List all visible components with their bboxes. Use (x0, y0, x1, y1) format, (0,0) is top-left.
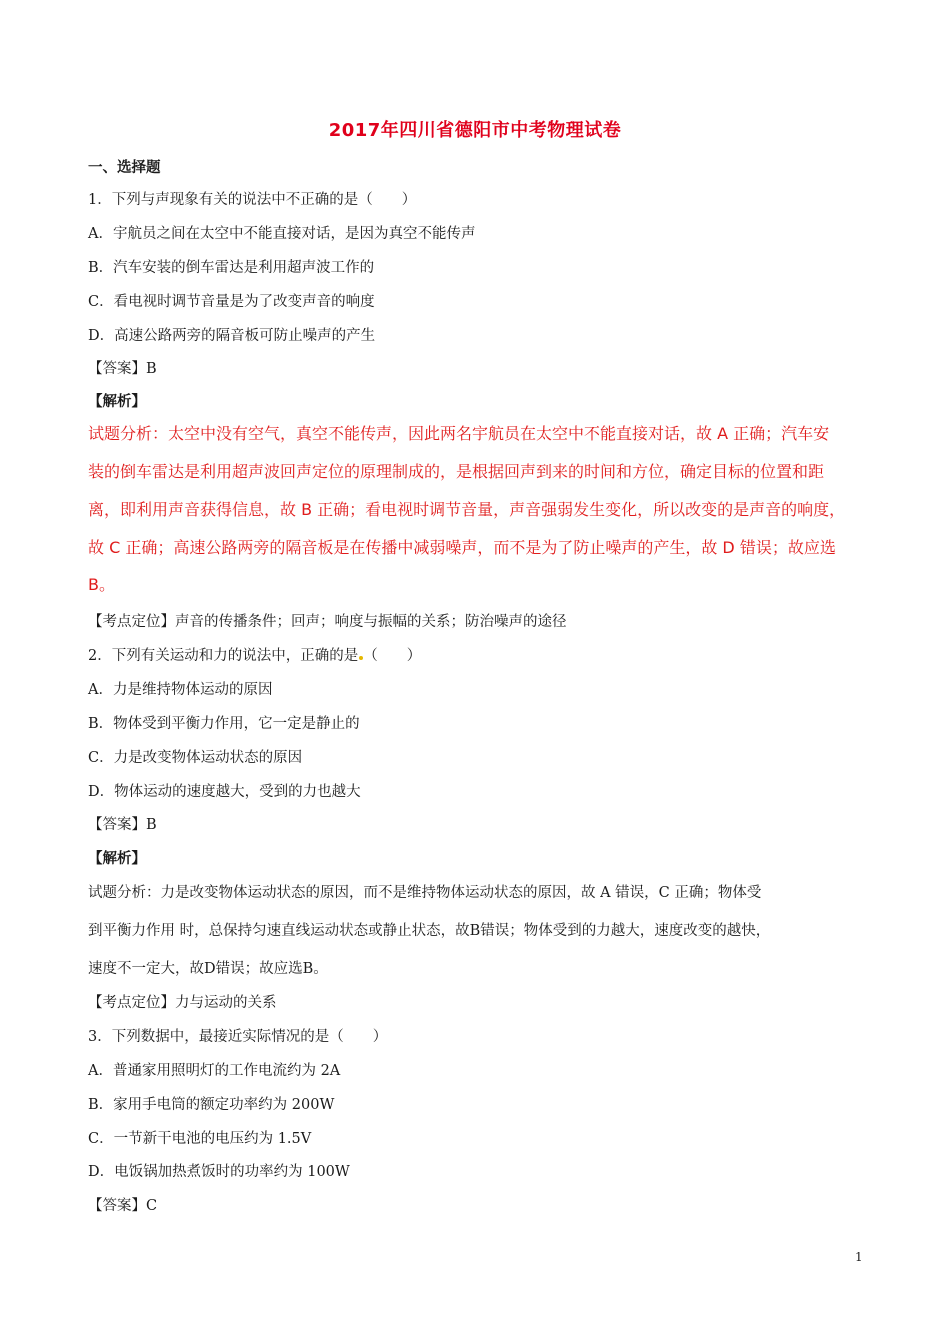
q2-analysis-line: 速度不一定大，故D错误；故应选B。 (88, 961, 328, 977)
q3-option-b: B．家用手电筒的额定功率约为 200W (88, 1097, 335, 1113)
q3-option-c: C．一节新干电池的电压约为 1.5V (88, 1131, 312, 1147)
q3-option-a: A．普通家用照明灯的工作电流约为 2A (88, 1063, 341, 1079)
q1-option-b: B．汽车安装的倒车雷达是利用超声波工作的 (88, 260, 375, 276)
page-title: 2017年四川省德阳市中考物理试卷 (328, 120, 622, 141)
q1-key-point: 【考点定位】声音的传播条件；回声；响度与振幅的关系；防治噪声的途径 (88, 614, 567, 630)
q1-analysis-label: 【解析】 (88, 394, 146, 410)
page-number: 1 (855, 1250, 863, 1264)
q2-key-point: 【考点定位】力与运动的关系 (88, 995, 277, 1011)
section-heading: 一、选择题 (88, 160, 161, 176)
q1-analysis-line: 试题分析：太空中没有空气，真空不能传声，因此两名宇航员在太空中不能直接对话，故 A 正确；汽车安 (88, 424, 830, 443)
q3-question: 3．下列数据中，最接近实际情况的是（ ） (88, 1029, 388, 1045)
q1-answer: 【答案】B (88, 361, 157, 377)
q1-analysis-line: B。 (88, 575, 115, 594)
q2-question-text: 2．下列有关运动和力的说法中，正确的是 (88, 648, 359, 664)
q1-option-c: C．看电视时调节音量是为了改变声音的响度 (88, 294, 375, 310)
q1-analysis-line: 离，即利用声音获得信息，故 B 正确；看电视时调节音量，声音强弱发生变化，所以改变的是声音的响度， (88, 500, 846, 519)
q1-analysis-line: 故 C 正确；高速公路两旁的隔音板是在传播中减弱噪声，而不是为了防止噪声的产生，故 D 错误；故应选 (88, 538, 836, 557)
q2-analysis-line: 到平衡力作用 时，总保持匀速直线运动状态或静止状态，故B错误；物体受到的力越大，速度改变的越快， (88, 923, 771, 939)
q2-analysis-line: 试题分析：力是改变物体运动状态的原因，而不是维持物体运动状态的原因，故 A 错误，C 正确；物体受 (88, 885, 762, 901)
q2-question (88, 644, 421, 665)
q3-answer: 【答案】C (88, 1198, 158, 1214)
q2-option-b: B．物体受到平衡力作用，它一定是静止的 (88, 716, 360, 732)
q2-option-d: D．物体运动的速度越大，受到的力也越大 (88, 784, 361, 800)
q2-answer: 【答案】B (88, 817, 157, 833)
q2-question-tail: （ ） (363, 648, 422, 664)
q1-question: 1．下列与声现象有关的说法中不正确的是（ ） (88, 192, 417, 208)
q3-option-d: D．电饭锅加热煮饭时的功率约为 100W (88, 1164, 350, 1180)
q1-analysis-line: 装的倒车雷达是利用超声波回声定位的原理制成的，是根据回声到来的时间和方位，确定目标的位置和距 (88, 462, 825, 481)
q2-analysis-label: 【解析】 (88, 851, 146, 867)
q2-option-c: C．力是改变物体运动状态的原因 (88, 750, 303, 766)
q2-option-a: A．力是维持物体运动的原因 (88, 682, 273, 698)
q1-option-d: D．高速公路两旁的隔音板可防止噪声的产生 (88, 328, 376, 344)
q1-option-a: A．宇航员之间在太空中不能直接对话，是因为真空不能传声 (88, 226, 476, 242)
